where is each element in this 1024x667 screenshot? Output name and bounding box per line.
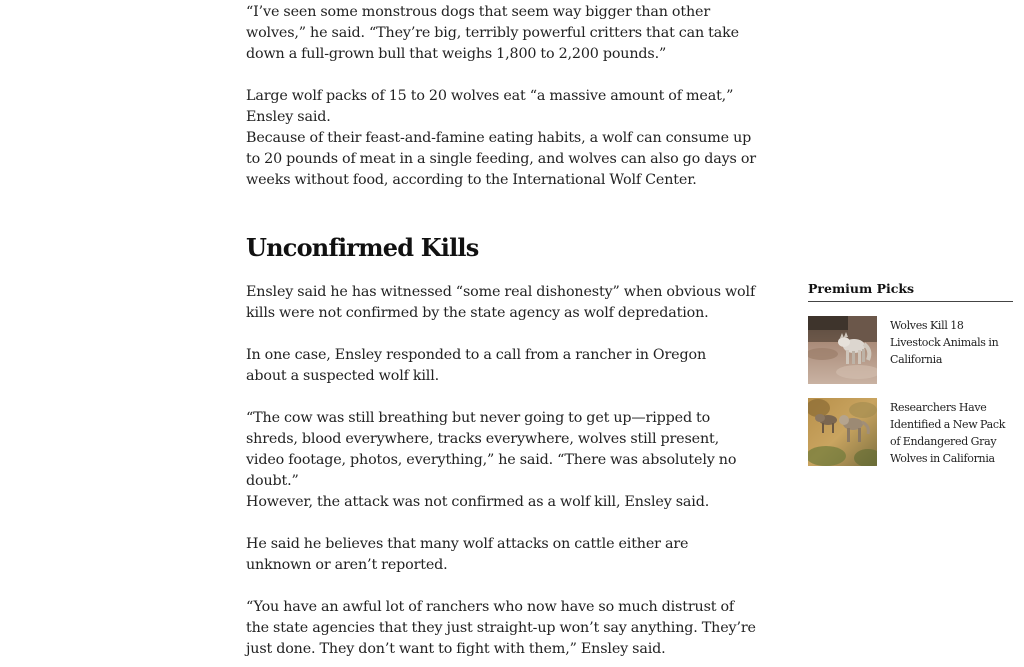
premium-pick-title[interactable]: Wolves Kill 18 Livestock Animals in California	[890, 319, 999, 366]
premium-picks-sidebar	[808, 281, 1013, 468]
wolves-grassland-photo-icon[interactable]	[808, 398, 877, 466]
article-paragraph: Large wolf packs of 15 to 20 wolves eat “a massive amount of meat,” Ensley said.	[246, 88, 734, 125]
article-paragraph: “The cow was still breathing but never going to get up—ripped to shreds, blood everywhere, tracks everywhere, wolves still present, video footage, photos, everything,” he said. “There was absolutely no doubt.”	[246, 410, 737, 489]
premium-pick-item[interactable]	[808, 316, 1013, 386]
article-paragraph: Because of their feast-and-famine eating habits, a wolf can consume up to 20 pounds of meat in a single feeding, and wolves can also go days or weeks without food, according to the International Wolf Center.	[246, 130, 756, 188]
article-paragraph: However, the attack was not confirmed as a wolf kill, Ensley said.	[246, 494, 710, 510]
article-paragraph: In one case, Ensley responded to a call from a rancher in Oregon about a suspected wolf kill.	[246, 347, 707, 384]
article-paragraph: “I’ve seen some monstrous dogs that seem way bigger than other wolves,” he said. “They’re big, terribly powerful critters that can take down a full-grown bull that weighs 1,800 to 2,200 pounds.”	[246, 4, 739, 62]
section-heading: Unconfirmed Kills	[246, 233, 479, 262]
sidebar-title: Premium Picks	[808, 281, 1013, 302]
wolf-walking-photo-icon[interactable]	[808, 316, 877, 384]
premium-pick-item[interactable]	[808, 398, 1013, 468]
premium-pick-title[interactable]: Researchers Have Identified a New Pack of Endangered Gray Wolves in California	[890, 401, 1006, 465]
article-paragraph: He said he believes that many wolf attacks on cattle either are unknown or aren’t reported.	[246, 536, 689, 573]
article-paragraph: “You have an awful lot of ranchers who now have so much distrust of the state agencies that they just straight-up won’t say anything. They’re just done. They don’t want to fight with them,” Ensley said.	[246, 599, 756, 657]
article-paragraph: Ensley said he has witnessed “some real dishonesty” when obvious wolf kills were not confirmed by the state agency as wolf depredation.	[246, 284, 756, 321]
